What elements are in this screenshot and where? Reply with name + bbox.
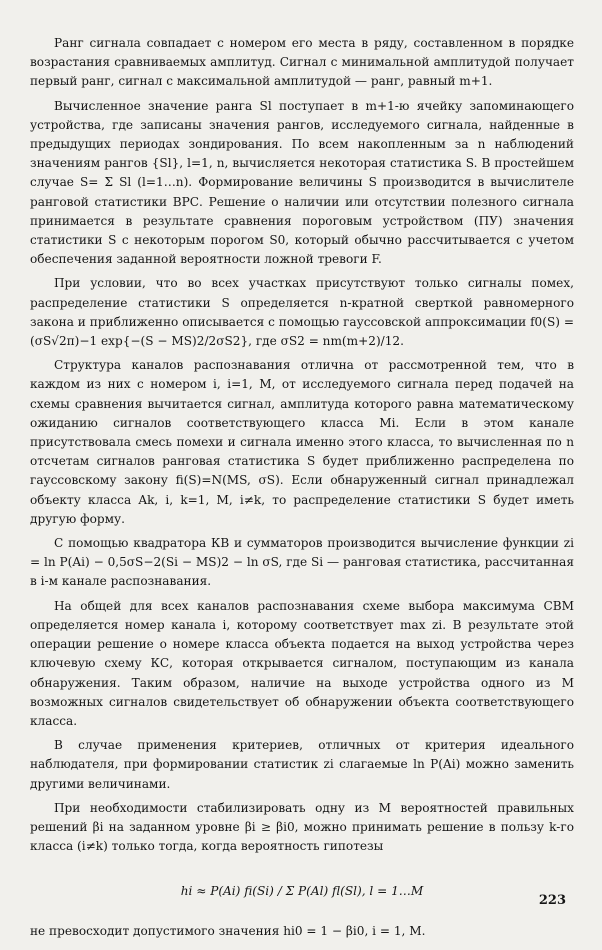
paragraph-squarer: С помощью квадратора КВ и сумматоров производится вычисление функции zi = ln P(Ai) − 0,5σS−2(Si − MS)2 − ln σS, где Si — ранговая статистика, рассчитанная в i-м канале распознавания.: [30, 536, 574, 589]
paragraph-stabilization: При необходимости стабилизировать одну из M вероятностей правильных решений βi на заданном уровне βi ≥ βi0, можно принимать решение в пользу k-го класса (i≠k) только тогда, когда вероятность гипотезы: [30, 800, 574, 854]
paragraph-criteria: В случае применения критериев, отличных от критерия идеального наблюдателя, при формировании статистик zi слагаемые ln P(Ai) можно заменить другими величинами.: [30, 738, 574, 791]
paragraph-noise-distribution: При условии, что во всех участках присутствуют только сигналы помех, распределение статистики S определяется n-кратной сверткой равномерного закона и приближенно описывается с помощью гауссовской аппроксимации f0(S) = (σS√2π)−1 exp{−(S − MS)2/2σS2}, где σS2 = nm(m+2)/12.: [30, 276, 574, 349]
page-number: 223: [538, 893, 566, 908]
hypothesis-formula: hi ≈ P(Ai) fi(Si) / Σ P(Al) fl(Sl), l = 1…M: [180, 884, 424, 899]
paragraph-rank-storage: Вычисленное значение ранга Sl поступает в m+1-ю ячейку запоминающего устройства, где записаны значения рангов, исследуемого сигнала, найденные в предыдущих периодах зондирования. По всем накопленным за n наблюдений значениям рангов {Sl}, l=1, n, вычисляется некоторая статистика S. В простейшем случае S= Σ Sl (l=1…n). Формирование величины S производится в вычислителе ранговой статистики ВРС. Решение о наличии или отсутствии полезного сигнала принимается в результате сравнения пороговым устройством (ПУ) значения статистики S с некоторым порогом S0, который обычно рассчитывается с учетом обеспечения заданной вероятности ложной тревоги F.: [30, 98, 574, 267]
paragraph-recognition-channels: Структура каналов распознавания отлична от рассмотренной тем, что в каждом из них с номером i, i=1, M, от исследуемого сигнала перед подачей на схемы сравнения вычитается сигнал, амплитуда которого равна математическому ожиданию сигналов соответствующего класса Mi. Если в этом канале присутствовала смесь помехи и сигнала именно этого класса, то вычисленная по n отсчетам сигналов ранговая статистика S будет приближенно распределена по гауссовскому закону fi(S)=N(MS, σS). Если обнаруженный сигнал принадлежал объекту класса Ak, i, k=1, M, i≠k, то распределение статистики S будет иметь другую форму.: [30, 358, 574, 526]
paragraph-max-selection: На общей для всех каналов распознавания схеме выбора максимума СВМ определяется номер канала i, которому соответствует max zi. В результате этой операции решение о номере класса объекта подается на выход устройства через ключевую схему КС, которая открывается сигналом, поступающим из канала обнаружения. Таким образом, наличие на выходе устройства одного из M возможных сигналов свидетельствует об обнаружении объекта соответствующего класса.: [30, 598, 574, 728]
paragraph-rank-definition: Ранг сигнала совпадает с номером его места в ряду, составленном в порядке возрастания сравниваемых амплитуд. Сигнал с минимальной амплитудой получает первый ранг, сигнал с максимальной амплитудой — ранг, равный m+1.: [30, 36, 574, 89]
page-text: [30, 34, 574, 941]
paragraph-final-line: не превосходит допустимого значения hi0 = 1 − βi0, i = 1, M.: [30, 923, 426, 938]
